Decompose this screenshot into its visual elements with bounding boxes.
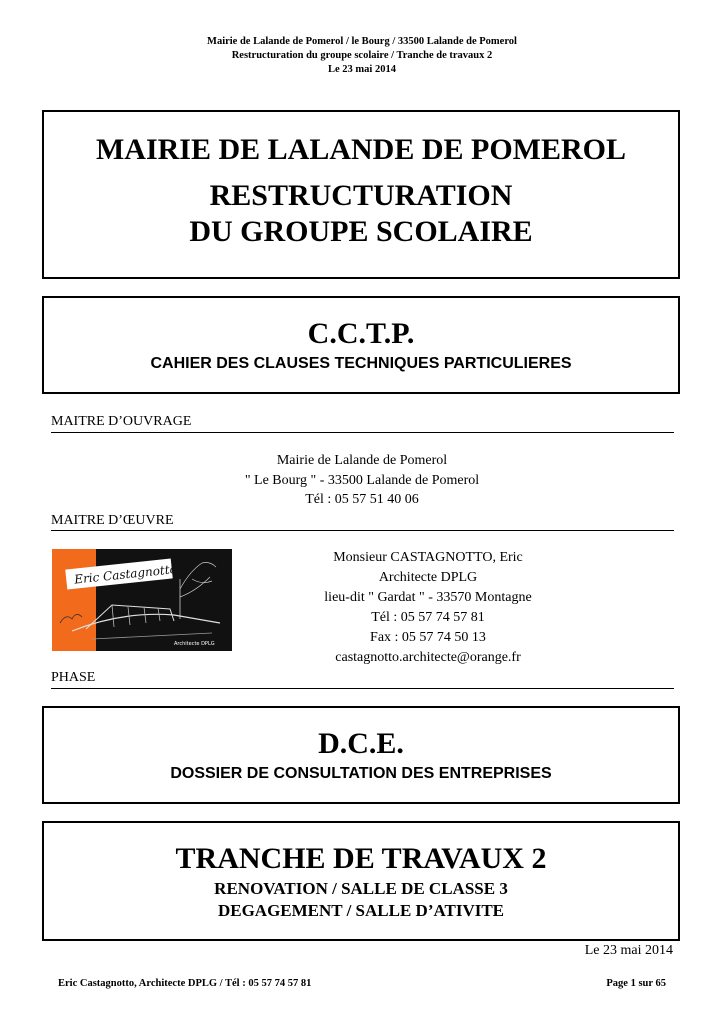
- document-date: Le 23 mai 2014: [584, 943, 673, 958]
- mo-line-1: Mairie de Lalande de Pomerol: [276, 453, 448, 468]
- logo-text: Eric Castagnotto: [73, 561, 178, 587]
- dce-box: [42, 706, 680, 804]
- maitre-ouvrage-label: MAITRE D’OUVRAGE: [51, 414, 192, 429]
- cctp-subtitle: CAHIER DES CLAUSES TECHNIQUES PARTICULIERES: [150, 355, 572, 372]
- moe-line-1: Monsieur CASTAGNOTTO, Eric: [333, 550, 523, 565]
- maitre-oeuvre-rule: [51, 530, 674, 531]
- maitre-oeuvre-label: MAITRE D’ŒUVRE: [51, 513, 174, 528]
- mo-line-2: " Le Bourg " - 33500 Lalande de Pomerol: [244, 473, 480, 488]
- moe-line-5: Fax : 05 57 74 50 13: [370, 630, 486, 645]
- logo-subtext: Architecte DPLG: [174, 641, 215, 647]
- moe-line-3: lieu-dit " Gardat " - 33570 Montagne: [324, 590, 532, 605]
- tranche-line-1: RENOVATION / SALLE DE CLASSE 3: [214, 879, 508, 898]
- header-line-2: Restructuration du groupe scolaire / Tranche de travaux 2: [231, 50, 493, 61]
- phase-label: PHASE: [51, 670, 96, 685]
- footer-left: Eric Castagnotto, Architecte DPLG / Tél : 05 57 74 57 81: [58, 978, 312, 989]
- title-box: [42, 110, 680, 279]
- cctp-box: [42, 296, 680, 394]
- dce-title: D.C.E.: [318, 727, 404, 760]
- moe-line-4: Tél : 05 57 74 57 81: [371, 610, 485, 625]
- mo-line-3: Tél : 05 57 51 40 06: [305, 492, 419, 507]
- title-groupe-scolaire: DU GROUPE SCOLAIRE: [189, 215, 533, 248]
- moe-line-2: Architecte DPLG: [378, 570, 478, 585]
- footer-page-number: Page 1 sur 65: [606, 978, 666, 989]
- phase-rule: [51, 688, 674, 689]
- moe-email[interactable]: castagnotto.architecte@orange.fr: [335, 650, 521, 665]
- header-line-1: Mairie de Lalande de Pomerol / le Bourg / 33500 Lalande de Pomerol: [207, 36, 517, 47]
- dce-subtitle: DOSSIER DE CONSULTATION DES ENTREPRISES: [170, 765, 552, 782]
- title-mairie: MAIRIE DE LALANDE DE POMEROL: [95, 133, 627, 166]
- tranche-line-2: DEGAGEMENT / SALLE D’ATIVITE: [217, 901, 505, 920]
- cctp-title: C.C.T.P.: [307, 317, 415, 350]
- tranche-title: TRANCHE DE TRAVAUX 2: [175, 842, 547, 875]
- tranche-box: [42, 821, 680, 941]
- header-line-3: Le 23 mai 2014: [328, 64, 396, 75]
- maitre-ouvrage-rule: [51, 432, 674, 433]
- title-restructuration: RESTRUCTURATION: [209, 179, 513, 212]
